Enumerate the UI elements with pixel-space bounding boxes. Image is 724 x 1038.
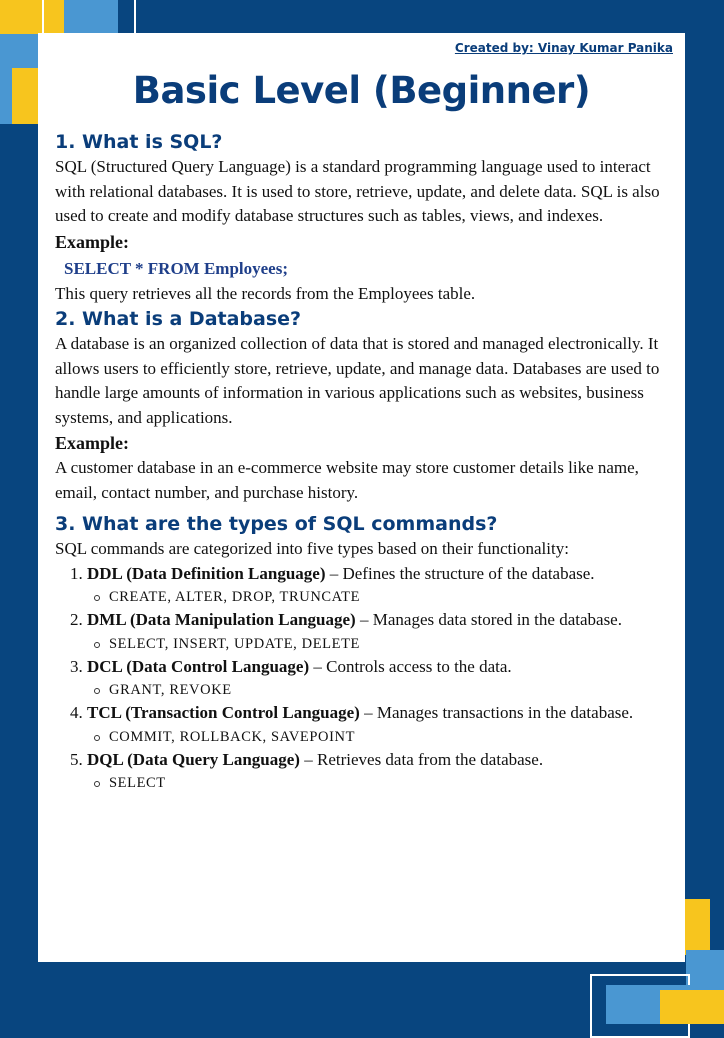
document-page bbox=[38, 33, 685, 962]
q3-heading: 3. What are the types of SQL commands? bbox=[55, 513, 498, 535]
command-examples: SELECT bbox=[109, 772, 675, 794]
command-examples: COMMIT, ROLLBACK, SAVEPOINT bbox=[109, 726, 675, 748]
q1-heading: 1. What is SQL? bbox=[55, 131, 223, 153]
list-item bbox=[87, 748, 675, 795]
q2-example-label: Example: bbox=[55, 433, 129, 453]
list-item bbox=[87, 655, 675, 702]
command-examples: CREATE, ALTER, DROP, TRUNCATE bbox=[109, 586, 675, 608]
command-type-desc: – Manages transactions in the database. bbox=[359, 703, 634, 722]
q1-code-example: SELECT * FROM Employees; bbox=[64, 258, 289, 278]
q3-intro: SQL commands are categorized into five types based on their functionality: bbox=[55, 539, 569, 558]
command-examples: GRANT, REVOKE bbox=[109, 679, 675, 701]
command-type-term: DDL (Data Definition Language) bbox=[87, 563, 326, 583]
command-examples: SELECT, INSERT, UPDATE, DELETE bbox=[109, 633, 675, 655]
page-title: Basic Level (Beginner) bbox=[132, 69, 591, 112]
command-type-desc: – Manages data stored in the database. bbox=[355, 610, 622, 629]
q2-example: A customer database in an e-commerce website may store customer details like name, email, contact number, and purchase history. bbox=[55, 458, 639, 502]
corner-deco-yellow-bottom bbox=[660, 990, 724, 1024]
sql-command-types-list bbox=[55, 562, 675, 795]
content-body bbox=[55, 129, 675, 794]
list-item bbox=[87, 701, 675, 748]
command-type-term: DML (Data Manipulation Language) bbox=[87, 610, 356, 629]
command-type-desc: – Controls access to the data. bbox=[309, 656, 512, 676]
command-type-term: TCL (Transaction Control Language) bbox=[87, 703, 360, 722]
list-item bbox=[87, 562, 675, 609]
command-type-desc: – Retrieves data from the database. bbox=[299, 749, 544, 769]
command-type-term: DQL (Data Query Language) bbox=[87, 749, 300, 769]
list-item bbox=[87, 608, 675, 655]
author-credit: Created by: Vinay Kumar Panika bbox=[454, 41, 673, 55]
q1-note: This query retrieves all the records from the Employees table. bbox=[55, 283, 476, 303]
q1-body: SQL (Structured Query Language) is a standard programming language used to interact with relational databases. It is used to store, retrieve, update, and delete data. SQL is also used to create and modify database structures such as tables, views, and indexes. bbox=[55, 157, 660, 225]
command-type-desc: – Defines the structure of the database. bbox=[325, 563, 595, 583]
command-type-term: DCL (Data Control Language) bbox=[87, 656, 310, 676]
q2-body: A database is an organized collection of data that is stored and managed electronically. It allows users to efficiently store, retrieve, update, and manage data. Databases are used to handle large amounts of information in various applications such as websites, business systems, and applications. bbox=[55, 334, 660, 427]
q2-heading: 2. What is a Database? bbox=[55, 308, 302, 330]
q1-example-label: Example: bbox=[55, 231, 129, 252]
